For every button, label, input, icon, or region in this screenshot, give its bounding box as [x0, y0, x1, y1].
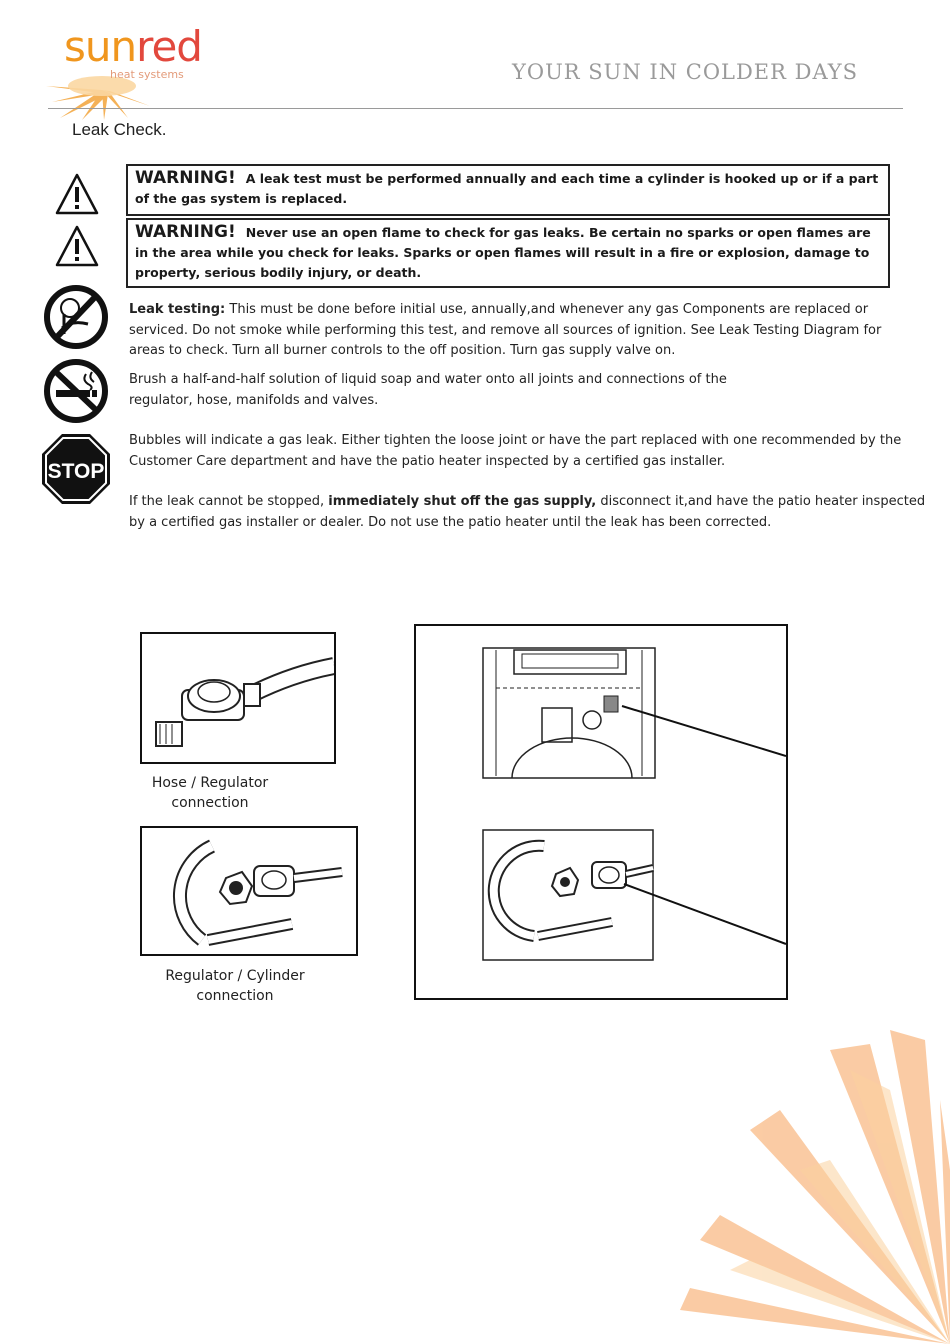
caption-line: connection — [196, 988, 274, 1004]
regulator-cylinder-drawing — [142, 828, 356, 954]
warning-box-open-flame — [126, 218, 890, 288]
no-open-flame-icon — [42, 284, 110, 350]
regulator-cylinder-caption — [160, 966, 310, 1006]
page-title: Leak Check. — [72, 120, 167, 139]
leak-testing-text: This must be done before initial use, annually,and whenever any gas Components are replaced or serviced. Do not smoke while performing this test, and remove all sources of ignition. See Leak Testing Diagram for areas to check. Turn all burner controls to the off position. Turn gas supply valve on. — [129, 302, 882, 358]
caption-line: connection — [171, 795, 249, 811]
warning-text: Never use an open flame to check for gas leaks. Be certain no sparks or open flames are in the area while you check for leaks. Sparks or open flames will result in a fire or explosion, damage to property, serious bodily injury, or death. — [135, 225, 871, 280]
leak-stop-bold: immediately shut off the gas supply, — [328, 494, 597, 509]
regulator-cylinder-diagram — [140, 826, 358, 956]
hose-regulator-caption — [140, 773, 280, 813]
leak-testing-paragraph — [129, 300, 889, 362]
stop-sign-icon — [40, 432, 112, 506]
warning-triangle-icon — [54, 172, 100, 216]
header-divider — [48, 108, 903, 109]
hose-regulator-diagram — [140, 632, 336, 764]
brand-logo[interactable] — [64, 22, 202, 71]
warning-label: WARNING! — [135, 222, 236, 242]
logo-subtitle: heat systems — [110, 68, 184, 81]
leak-test-areas-diagram — [414, 624, 788, 1000]
warning-triangle-icon — [54, 224, 100, 268]
leak-stop-paragraph — [129, 492, 941, 533]
tagline: YOUR SUN IN COLDER DAYS — [512, 60, 859, 84]
decorative-sun-rays — [640, 1010, 950, 1344]
logo-text-red: red — [136, 22, 202, 71]
leak-testing-lead: Leak testing: — [129, 302, 226, 317]
hose-regulator-drawing — [142, 634, 334, 762]
stop-sign-text: STOP — [47, 460, 105, 483]
warning-box-annual-test — [126, 164, 890, 216]
brush-paragraph: Brush a half-and-half solution of liquid soap and water onto all joints and connections of the regulator, hose, manifolds and valves. — [129, 372, 727, 408]
leak-stop-pre: If the leak cannot be stopped, — [129, 494, 325, 509]
bubbles-paragraph: Bubbles will indicate a gas leak. Either tighten the loose joint or have the part replaced with one recommended by the Customer Care department and have the patio heater inspected by a certified gas installer. — [129, 433, 902, 469]
caption-line: Regulator / Cylinder — [165, 968, 305, 984]
logo-text-sun: sun — [64, 22, 137, 71]
warning-text: A leak test must be performed annually and each time a cylinder is hooked up or if a part of the gas system is replaced. — [135, 171, 879, 206]
warning-label: WARNING! — [135, 168, 236, 188]
leak-test-areas-drawing — [416, 626, 786, 998]
caption-line: Hose / Regulator — [151, 775, 269, 791]
leak-stop-post: disconnect it,and have the patio heater inspected by a certified gas installer or dealer. Do not use the patio heater until the leak has been corrected. — [129, 494, 926, 530]
no-smoking-icon — [42, 358, 110, 424]
